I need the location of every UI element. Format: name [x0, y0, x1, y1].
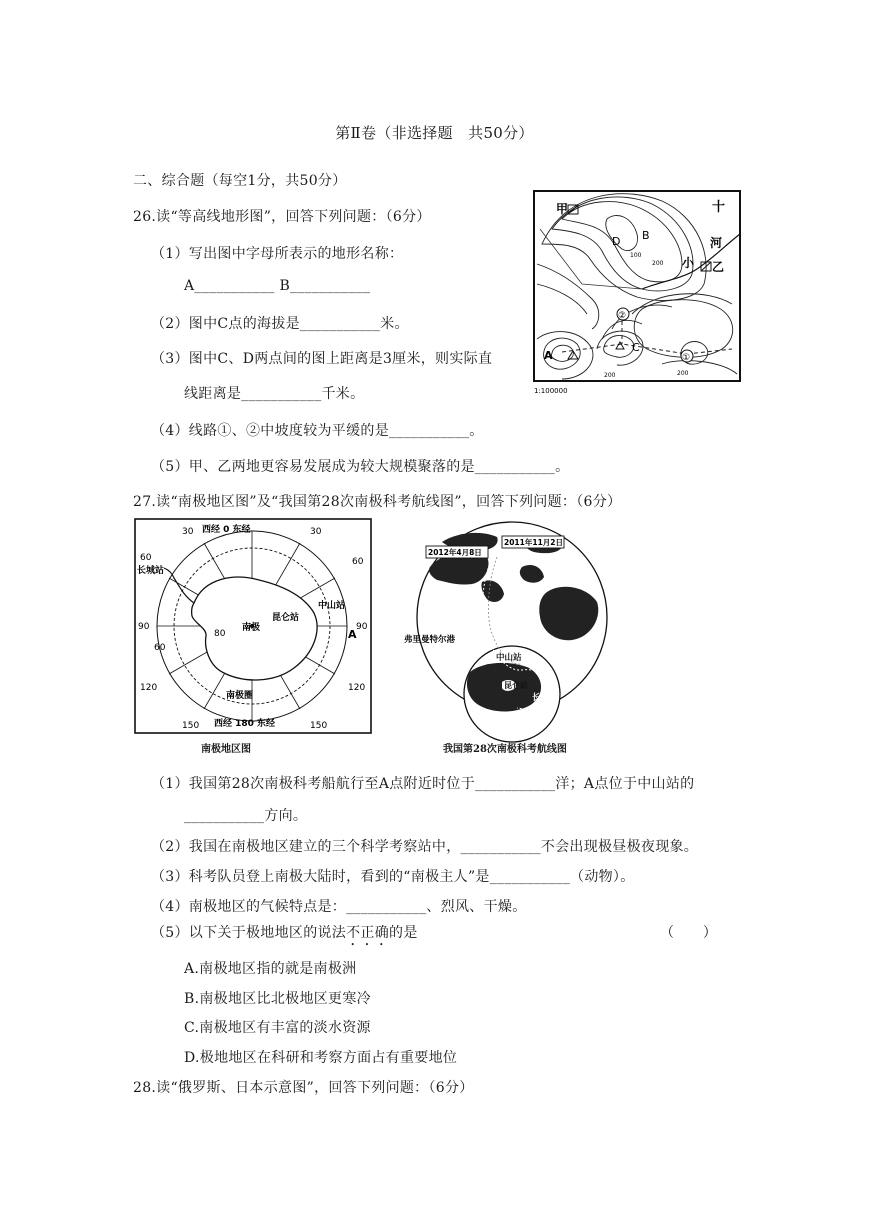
label-he: 河 — [710, 236, 723, 250]
lon-60-right: 60 — [352, 557, 364, 567]
pole-label: 南极 — [242, 623, 261, 633]
lon-60-left: 60 — [140, 553, 152, 563]
q27-part5-emphasis: 不正确 — [346, 925, 390, 941]
route-date-left: 2012年4月8日 — [428, 548, 482, 557]
station-kunlun: 昆仑站 — [272, 613, 300, 623]
q26-part3-line2: 线距离是___________千米。 — [184, 386, 365, 402]
label-route-changcheng: 长城站 — [532, 693, 558, 703]
q28-stem: 28.读“俄罗斯、日本示意图”，回答下列问题：（6分） — [133, 1080, 474, 1096]
map1-caption: 南极地区图 — [201, 744, 251, 755]
q26-part5: （5）甲、乙两地更容易发展成为较大规模聚落的是___________。 — [151, 459, 570, 475]
q27-part1-line2: ___________方向。 — [184, 808, 308, 824]
label-ushuaia: 乌斯怀亚港 — [474, 713, 517, 723]
route-date-right: 2011年11月2日 — [504, 538, 564, 547]
section-title: 第Ⅱ卷（非选择题 共50分） — [335, 124, 534, 142]
label-shi: 十 — [712, 200, 726, 215]
q27-part4: （4）南极地区的气候特点是：___________、烈风、干燥。 — [151, 899, 527, 915]
q27-option-a: A.南极地区指的就是南极洲 — [184, 961, 357, 977]
label-C: C — [632, 341, 640, 354]
q27-option-d: D.极地地区在科研和考察方面占有重要地位 — [184, 1050, 458, 1066]
label-route-kunlun: 昆仑站 — [504, 681, 528, 690]
q27-option-c: C.南极地区有丰富的淡水资源 — [184, 1020, 371, 1036]
label-jia: 甲 — [556, 202, 569, 216]
label-A: A — [544, 349, 553, 362]
q26-part1-blanks: A___________ B___________ — [184, 278, 371, 294]
label-B: B — [642, 229, 650, 242]
lon-150-right: 150 — [310, 721, 328, 731]
q27-option-b: B.南极地区比北极地区更寒冷 — [184, 991, 371, 1007]
q27-part5 — [151, 922, 418, 949]
label-route2: ② — [618, 311, 627, 321]
point-A: A — [348, 628, 357, 641]
antarctic-circle-label: 南极圈 — [226, 691, 254, 701]
map2-caption: 我国第28次南极科考航线图 — [443, 744, 567, 755]
contour-label-200: 200 — [652, 260, 664, 267]
lat-80: 80 — [214, 629, 226, 639]
antarctic-map — [134, 518, 376, 738]
map1-top-label: 西经 0 东经 — [202, 525, 251, 535]
contour-label-200b: 200 — [604, 372, 616, 379]
q27-part2: （2）我国在南极地区建立的三个科学考察站中，___________不会出现极昼极夜现象。 — [151, 839, 699, 855]
q26-part1: （1）写出图中字母所表示的地形名称： — [151, 246, 404, 262]
lon-30-right: 30 — [310, 527, 322, 537]
q26-part4: （4）线路①、②中坡度较为平缓的是___________。 — [151, 423, 484, 439]
q27-part5-paren: （ ） — [660, 925, 718, 941]
label-route1: ① — [682, 353, 691, 363]
route-map — [404, 522, 614, 734]
label-route-zhongshan: 中山站 — [496, 653, 522, 663]
lon-90-left: 90 — [138, 622, 150, 632]
lon-90-right: 90 — [356, 622, 368, 632]
label-xiao: 小 — [682, 256, 695, 270]
contour-label-200c: 200 — [677, 370, 689, 377]
station-zhongshan: 中山站 — [318, 601, 346, 611]
label-fremantle: 弗里曼特尔港 — [404, 635, 456, 645]
map1-bottom-label: 西经 180 东经 — [214, 719, 276, 729]
lat-60: 60 — [154, 643, 166, 653]
q27-part5-post: 的是 — [389, 925, 418, 941]
contour-label-100: 100 — [630, 252, 642, 259]
label-D: D — [612, 235, 621, 248]
map-scale: 1:100000 — [534, 387, 568, 395]
q27-part1-line1: （1）我国第28次南极科考船航行至A点附近时位于___________洋；A点位于中山站的 — [151, 776, 695, 792]
label-yi: 乙 — [712, 260, 725, 274]
q26-stem: 26.读“等高线地形图”，回答下列问题：（6分） — [133, 209, 431, 225]
lon-150-left: 150 — [182, 721, 200, 731]
q26-part3-line1: （3）图中C、D两点间的图上距离是3厘米，则实际直 — [151, 351, 493, 367]
station-changcheng: 长城站 — [137, 566, 165, 576]
lon-120-left: 120 — [140, 683, 158, 693]
section-heading: 二、综合题（每空1分，共50分） — [133, 173, 347, 189]
contour-map — [532, 189, 744, 399]
q27-part5-pre: （5）以下关于极地地区的说法 — [151, 925, 347, 941]
lon-120-right: 120 — [348, 683, 366, 693]
q26-part2: （2）图中C点的海拔是___________米。 — [151, 316, 409, 332]
q27-stem: 27.读“南极地区图”及“我国第28次南极科考航线图”，回答下列问题：（6分） — [133, 494, 622, 510]
q27-part3: （3）科考队员登上南极大陆时，看到的“南极主人”是___________（动物）。 — [151, 869, 635, 885]
lon-30-left: 30 — [182, 527, 194, 537]
